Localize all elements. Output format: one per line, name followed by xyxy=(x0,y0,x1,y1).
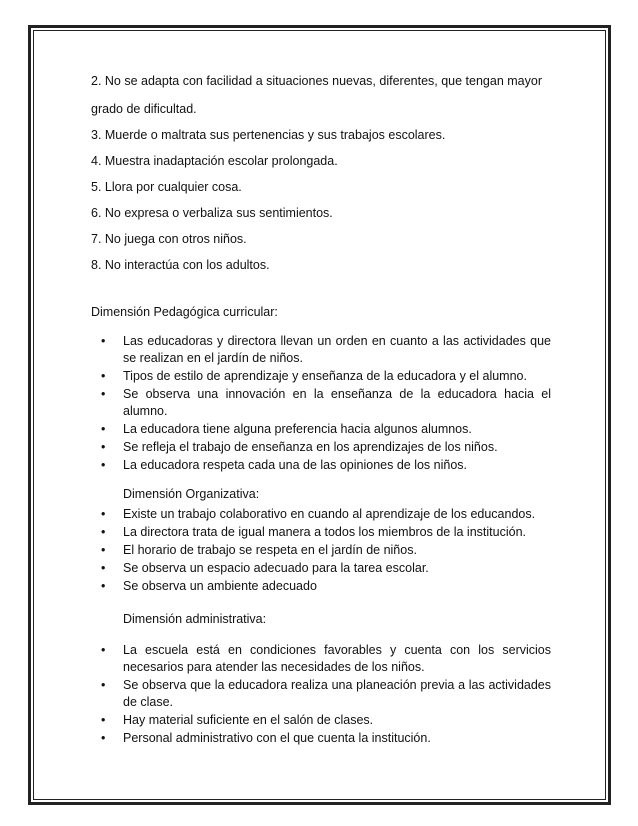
document-body xyxy=(91,72,551,748)
bullet-icon: • xyxy=(101,731,106,745)
bullet-icon: • xyxy=(101,387,106,401)
numbered-item: 6. No expresa o verbaliza sus sentimientos. xyxy=(91,206,333,220)
list-item xyxy=(101,457,551,474)
list-item-text: Se observa que la educadora realiza una planeación previa a las actividades de clase. xyxy=(123,678,551,709)
bullet-icon: • xyxy=(101,643,106,657)
list-item-text: Existe un trabajo colaborativo en cuando al aprendizaje de los educandos. xyxy=(123,507,536,521)
list-item xyxy=(101,542,551,559)
list-item-text: La escuela está en condiciones favorables y cuenta con los servicios necesarios para atender las necesidades de los niños. xyxy=(123,643,551,674)
bullet-icon: • xyxy=(101,525,106,539)
list-item-text: Se refleja el trabajo de enseñanza en los aprendizajes de los niños. xyxy=(123,440,498,454)
list-item xyxy=(101,506,551,523)
bullet-icon: • xyxy=(101,440,106,454)
bullet-icon: • xyxy=(101,507,106,521)
bullet-list-organizativa xyxy=(91,506,551,595)
bullet-icon: • xyxy=(101,369,106,383)
list-item xyxy=(101,524,551,541)
list-item-text: Tipos de estilo de aprendizaje y enseñanza de la educadora y el alumno. xyxy=(123,369,527,383)
list-item-text: Se observa un espacio adecuado para la tarea escolar. xyxy=(123,561,429,575)
bullet-icon: • xyxy=(101,713,106,727)
bullet-icon: • xyxy=(101,334,106,348)
bullet-list-administrativa xyxy=(91,642,551,747)
list-item xyxy=(101,677,551,711)
list-item-text: Personal administrativo con el que cuenta la institución. xyxy=(123,731,431,745)
list-item xyxy=(101,368,551,385)
bullet-icon: • xyxy=(101,422,106,436)
list-item xyxy=(101,439,551,456)
numbered-item: 4. Muestra inadaptación escolar prolongada. xyxy=(91,154,338,168)
section-heading-pedagogica: Dimensión Pedagógica curricular: xyxy=(91,305,278,319)
numbered-item: 3. Muerde o maltrata sus pertenencias y sus trabajos escolares. xyxy=(91,128,446,142)
list-item xyxy=(101,386,551,420)
list-item xyxy=(101,333,551,367)
list-item xyxy=(101,421,551,438)
list-item-text: La directora trata de igual manera a todos los miembros de la institución. xyxy=(123,525,526,539)
list-item xyxy=(101,730,551,747)
numbered-item: 7. No juega con otros niños. xyxy=(91,232,247,246)
numbered-item: grado de dificultad. xyxy=(91,102,197,116)
list-item xyxy=(101,642,551,676)
section-heading-organizativa: Dimensión Organizativa: xyxy=(123,487,260,501)
list-item-text: La educadora respeta cada una de las opiniones de los niños. xyxy=(123,458,468,472)
list-item-text: Se observa un ambiente adecuado xyxy=(123,579,317,593)
bullet-icon: • xyxy=(101,543,106,557)
list-item-text: Se observa una innovación en la enseñanza de la educadora hacia el alumno. xyxy=(123,387,551,418)
list-item-text: La educadora tiene alguna preferencia hacia algunos alumnos. xyxy=(123,422,472,436)
bullet-icon: • xyxy=(101,561,106,575)
numbered-item: 2. No se adapta con facilidad a situaciones nuevas, diferentes, que tengan mayor xyxy=(91,74,542,88)
bullet-icon: • xyxy=(101,579,106,593)
list-item xyxy=(101,578,551,595)
list-item xyxy=(101,712,551,729)
bullet-list-pedagogica xyxy=(91,333,551,474)
list-item-text: Hay material suficiente en el salón de clases. xyxy=(123,713,374,727)
list-item-text: Las educadoras y directora llevan un orden en cuanto a las actividades que se realizan en el jardín de niños. xyxy=(123,334,551,365)
list-item xyxy=(101,560,551,577)
numbered-item: 5. Llora por cualquier cosa. xyxy=(91,180,242,194)
section-heading-administrativa: Dimensión administrativa: xyxy=(123,612,267,626)
bullet-icon: • xyxy=(101,458,106,472)
bullet-icon: • xyxy=(101,678,106,692)
list-item-text: El horario de trabajo se respeta en el jardín de niños. xyxy=(123,543,417,557)
numbered-item: 8. No interactúa con los adultos. xyxy=(91,258,270,272)
